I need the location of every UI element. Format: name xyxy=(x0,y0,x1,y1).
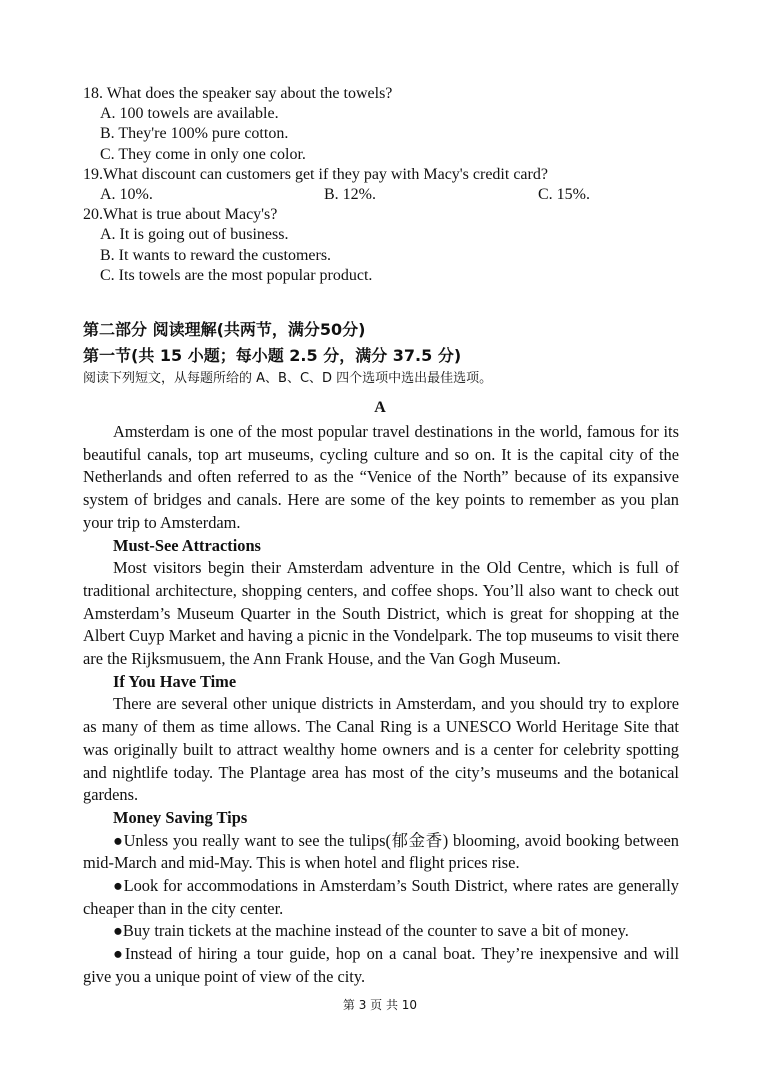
passage-letter: A xyxy=(374,399,386,416)
tip-train-tickets: ●Buy train tickets at the machine instead of the counter to save a bit of money. xyxy=(113,921,629,941)
passage-intro: Amsterdam is one of the most popular travel destinations in the world, famous for its beautiful canals, top art museums, cycling culture and so on. It is the capital city of the Netherlands and often referred to as the “Venice of the North” because of its expansive system of bridges and canals. Here are some of the key points to remember as you plan your trip to Amsterdam. xyxy=(83,422,679,532)
question-18-option-a: A. 100 towels are available. xyxy=(100,105,279,123)
question-19-option-c: C. 15%. xyxy=(538,186,590,204)
tip-accommodations: ●Look for accommodations in Amsterdam’s South District, where rates are generally cheaper than in the city center. xyxy=(83,876,679,918)
question-19-option-b: B. 12%. xyxy=(324,186,376,204)
tip-canal-boat: ●Instead of hiring a tour guide, hop on a canal boat. They’re inexpensive and will give you a unique point of view of the city. xyxy=(83,944,679,986)
question-20-option-b: B. It wants to reward the customers. xyxy=(100,246,332,264)
question-19-option-a: A. 10%. xyxy=(100,186,153,204)
question-18-stem: 18. What does the speaker say about the towels? xyxy=(83,85,393,102)
section-2-subheading: 第一节(共 15 小题；每小题 2.5 分，满分 37.5 分) xyxy=(83,346,462,365)
question-18-option-b: B. They're 100% pure cotton. xyxy=(100,125,289,143)
page-footer: 第 3 页 共 10 xyxy=(342,998,418,1012)
section-2-heading: 第二部分 阅读理解(共两节，满分50分) xyxy=(83,320,366,339)
listening-questions xyxy=(83,84,679,286)
subheading-if-you-have-time: If You Have Time xyxy=(113,671,237,691)
question-20-stem: 20.What is true about Macy's? xyxy=(83,206,278,224)
reading-passage xyxy=(83,421,679,989)
tip-tulips: ●Unless you really want to see the tulips(郁金香) blooming, avoid booking between mid-March and mid-May. This is when hotel and flight prices rise. xyxy=(83,830,679,873)
subheading-must-see: Must-See Attractions xyxy=(113,535,261,555)
subheading-money-saving: Money Saving Tips xyxy=(113,807,248,827)
section-2-header xyxy=(83,317,679,389)
section-2-instruction: 阅读下列短文，从每题所给的 A、B、C、D 四个选项中选出最佳选项。 xyxy=(83,371,493,386)
question-19-stem: 19.What discount can customers get if they pay with Macy's credit card? xyxy=(83,165,548,183)
question-18-option-c: C. They come in only one color. xyxy=(100,145,306,163)
question-20-option-a: A. It is going out of business. xyxy=(100,226,289,244)
question-19-options xyxy=(83,185,679,205)
passage-districts: There are several other unique districts in Amsterdam, and you should try to explore as many of them as time allows. The Canal Ring is a UNESCO World Heritage Site that was originally built to attract wealthy home owners and is a center for celebrity spotting and nightlife today. The Plantage area has most of the city’s museums and the botanical gardens. xyxy=(83,694,679,805)
passage-attractions: Most visitors begin their Amsterdam adventure in the Old Centre, which is full of traditional architecture, shopping centers, and coffee shops. You’ll also want to check out Amsterdam’s Museum Quarter in the South District, which is great for shopping at the Albert Cuyp Market and having a picnic in the Vondelpark. The top museums to visit there are the Rijksmusuem, the Ann Frank House, and the Van Gogh Museum. xyxy=(83,558,679,669)
question-20-option-c: C. Its towels are the most popular product. xyxy=(100,266,373,284)
